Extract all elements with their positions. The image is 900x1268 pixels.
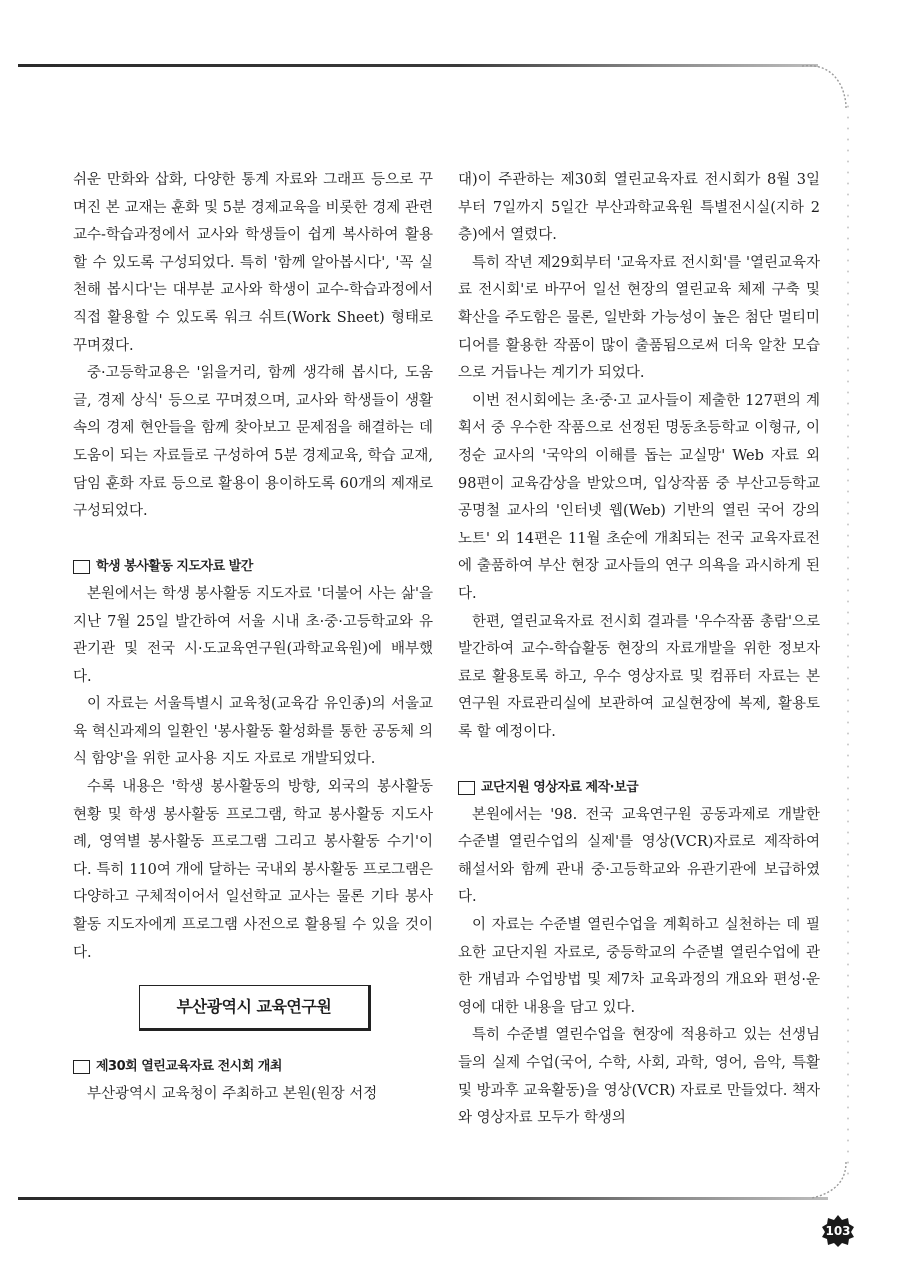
body-paragraph: 이 자료는 수준별 열린수업을 계획하고 실천하는 데 필요한 교단지원 자료로, 중등학교의 수준별 열린수업에 관한 개념과 수업방법 및 제7차 교육과정의 개요와 편성·운영에 대한 내용을 담고 있다. xyxy=(458,917,820,1016)
right-column xyxy=(458,167,820,1133)
section-heading-text: 학생 봉사활동 지도자료 발간 xyxy=(96,559,253,575)
body-paragraph: 대)이 주관하는 제30회 열린교육자료 전시회가 8월 3일부터 7일까지 5일간 부산과학교육원 특별전시실(지하 2층)에서 열렸다. xyxy=(458,172,820,244)
body-paragraph: 한편, 열린교육자료 전시회 결과를 '우수작품 총람'으로 발간하여 교수-학습활동 현장의 자료개발을 위한 정보자료로 활용토록 하고, 우수 영상자료 및 컴퓨터 자료는 본 연구원 자료관리실에 보관하여 교실현장에 복제, 활용토록 할 예정이다. xyxy=(458,613,820,740)
checkbox-icon xyxy=(458,781,475,795)
body-paragraph: 이 자료는 서울특별시 교육청(교육감 유인종)의 서울교육 혁신과제의 일환인 '봉사활동 활성화를 통한 공동체 의식 함양'을 위한 교사용 지도 자료로 개발되었다. xyxy=(73,696,433,768)
page-number: 103 xyxy=(825,1224,851,1238)
body-paragraph: 특히 수준별 열린수업을 현장에 적용하고 있는 선생님들의 실제 수업(국어, 수학, 사회, 과학, 영어, 음악, 특활 및 방과후 교육활동)을 영상(VCR) 자료로 만들었다. 책자와 영상자료 모두가 학생의 xyxy=(458,1027,820,1127)
section-heading xyxy=(73,1053,433,1081)
page-curl-top xyxy=(800,50,850,110)
section-heading-text: 제30회 열린교육자료 전시회 개최 xyxy=(96,1059,282,1075)
top-rule xyxy=(18,64,818,67)
body-paragraph: 부산광역시 교육청이 주최하고 본원(원장 서정 xyxy=(87,1085,378,1102)
checkbox-icon xyxy=(73,1060,90,1074)
page-edge xyxy=(846,90,850,1180)
body-paragraph: 이번 전시회에는 초·중·고 교사들이 제출한 127편의 계획서 중 우수한 작품으로 선정된 명동초등학교 이형규, 이정순 교사의 '국악의 이해를 돕는 교실망' Web 자료 외 98편이 교육감상을 받았으며, 입상작품 중 부산고등학교 공명철 교사의 '인터넷 웹(Web) 기반의 열린 국어 강의 노트' 외 14편은 11월 초순에 개최되는 전국 교육자료전에 출품하여 부산 현장 교사들의 연구 의욕을 과시하게 된다. xyxy=(458,392,820,602)
body-paragraph: 중·고등학교용은 '읽을거리, 함께 생각해 봅시다, 도움글, 경제 상식' 등으로 꾸며졌으며, 교사와 학생들이 생활 속의 경제 현안들을 함께 찾아보고 문제점을 해결하는 데 도움이 되는 자료들로 구성하여 5분 경제교육, 학습 교재, 담임 훈화 자료 등으로 활용이 용이하도록 60개의 제재로 구성되었다. xyxy=(73,365,433,520)
checkbox-icon xyxy=(73,560,90,574)
body-paragraph: 본원에서는 학생 봉사활동 지도자료 '더불어 사는 삶'을 지난 7월 25일 발간하여 서울 시내 초·중·고등학교와 유관기관 및 전국 시·도교육연구원(과학교육원)에 배부했다. xyxy=(73,585,433,685)
body-paragraph: 특히 작년 제29회부터 '교육자료 전시회'를 '열린교육자료 전시회'로 바꾸어 일선 현장의 열린교육 체제 구축 및 확산을 주도함은 물론, 일반화 가능성이 높은 첨단 멀티미디어를 활용한 작품이 많이 출품됨으로써 더욱 알찬 모습으로 거듭나는 계기가 되었다. xyxy=(458,254,820,382)
section-heading xyxy=(458,774,820,802)
page-curl-bottom xyxy=(808,1160,854,1204)
section-heading xyxy=(73,553,433,581)
org-title-box xyxy=(139,985,371,1031)
section-heading-text: 교단지원 영상자료 제작·보급 xyxy=(481,780,639,796)
org-title: 부산광역시 교육연구원 xyxy=(176,997,332,1017)
body-paragraph: 본원에서는 '98. 전국 교육연구원 공동과제로 개발한 수준별 열린수업의 실제'를 영상(VCR)자료로 제작하여 해설서와 함께 관내 중·고등학교와 유관기관에 보급하였다. xyxy=(458,806,820,906)
body-paragraph: 수록 내용은 '학생 봉사활동의 방향, 외국의 봉사활동 현황 및 학생 봉사활동 프로그램, 학교 봉사활동 지도사례, 영역별 봉사활동 프로그램 그리고 봉사활동 수기'이다. 특히 110여 개에 달하는 국내외 봉사활동 프로그램은 다양하고 구체적이어서 일선학교 교사는 물론 기타 봉사활동 지도자에게 프로그램 사전으로 활용될 수 있을 것이다. xyxy=(73,779,433,961)
body-paragraph: 쉬운 만화와 삽화, 다양한 통계 자료와 그래프 등으로 꾸며진 본 교재는 훈화 및 5분 경제교육을 비롯한 경제 관련 교수-학습과정에서 교사와 학생들이 쉽게 복사하여 활용할 수 있도록 구성되었다. 특히 '함께 알아봅시다', '꼭 실천해 봅시다'는 대부분 교사와 학생이 교수-학습과정에서 직접 활용할 수 있도록 워크 쉬트(Work Sheet) 형태로 꾸며졌다. xyxy=(73,172,433,354)
left-column xyxy=(73,167,433,1108)
bottom-rule xyxy=(18,1197,828,1200)
